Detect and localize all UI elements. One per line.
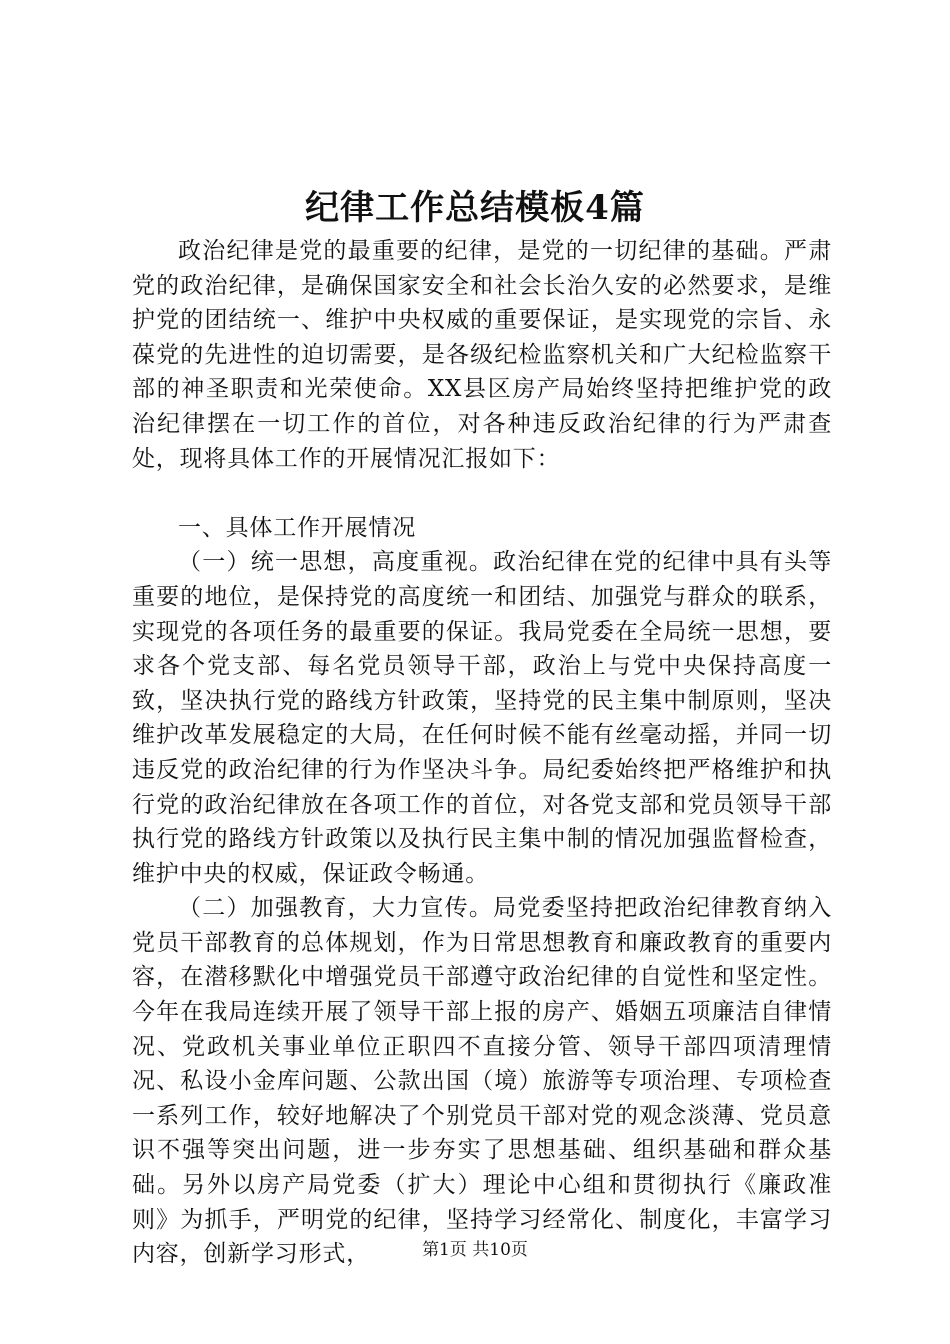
section-heading: 一、具体工作开展情况 <box>178 514 416 541</box>
intro-paragraph: 政治纪律是党的最重要的纪律，是党的一切纪律的基础。严肃党的政治纪律，是确保国家安全和社会长治久安的必然要求，是维护党的团结统一、维护中央权威的重要保证，是实现党的宗旨、永葆党的先进性的迫切需要，是各级纪检监察机关和广大纪检监察干部的神圣职责和光荣使命。XX县区房产局始终坚持把维护党的政治纪律摆在一切工作的首位，对各种违反政治纪律的行为严肃查处，现将具体工作的开展情况汇报如下： <box>132 238 832 472</box>
document-title: 纪律工作总结模板4篇 <box>305 188 645 228</box>
page-footer: 第1页 共10页 <box>422 1240 528 1260</box>
document-body <box>132 234 832 1272</box>
section-paragraph-2: （二）加强教育，大力宣传。局党委坚持把政治纪律教育纳入党员干部教育的总体规划，作为日常思想教育和廉政教育的重要内容，在潜移默化中增强党员干部遵守政治纪律的自觉性和坚定性。今年在我局连续开展了领导干部上报的房产、婚姻五项廉洁自律情况、党政机关事业单位正职四不直接分管、领导干部四项清理情况、私设小金库问题、公款出国（境）旅游等专项治理、专项检查一系列工作，较好地解决了个别党员干部对党的观念淡薄、党员意识不强等突出问题，进一步夯实了思想基础、组织基础和群众基础。另外以房产局党委（扩大）理论中心组和贯彻执行《廉政准则》为抓手，严明党的纪律，坚持学习经常化、制度化，丰富学习内容，创新学习形式， <box>132 895 832 1268</box>
section-paragraph-1: （一）统一思想，高度重视。政治纪律在党的纪律中具有头等重要的地位，是保持党的高度统一和团结、加强党与群众的联系，实现党的各项任务的最重要的保证。我局党委在全局统一思想，要求各个党支部、每名党员领导干部，政治上与党中央保持高度一致，坚决执行党的路线方针政策，坚持党的民主集中制原则，坚决维护改革发展稳定的大局，在任何时候不能有丝毫动摇，并同一切违反党的政治纪律的行为作坚决斗争。局纪委始终把严格维护和执行党的政治纪律放在各项工作的首位，对各党支部和党员领导干部执行党的路线方针政策以及执行民主集中制的情况加强监督检查，维护中央的权威，保证政令畅通。 <box>132 549 832 887</box>
